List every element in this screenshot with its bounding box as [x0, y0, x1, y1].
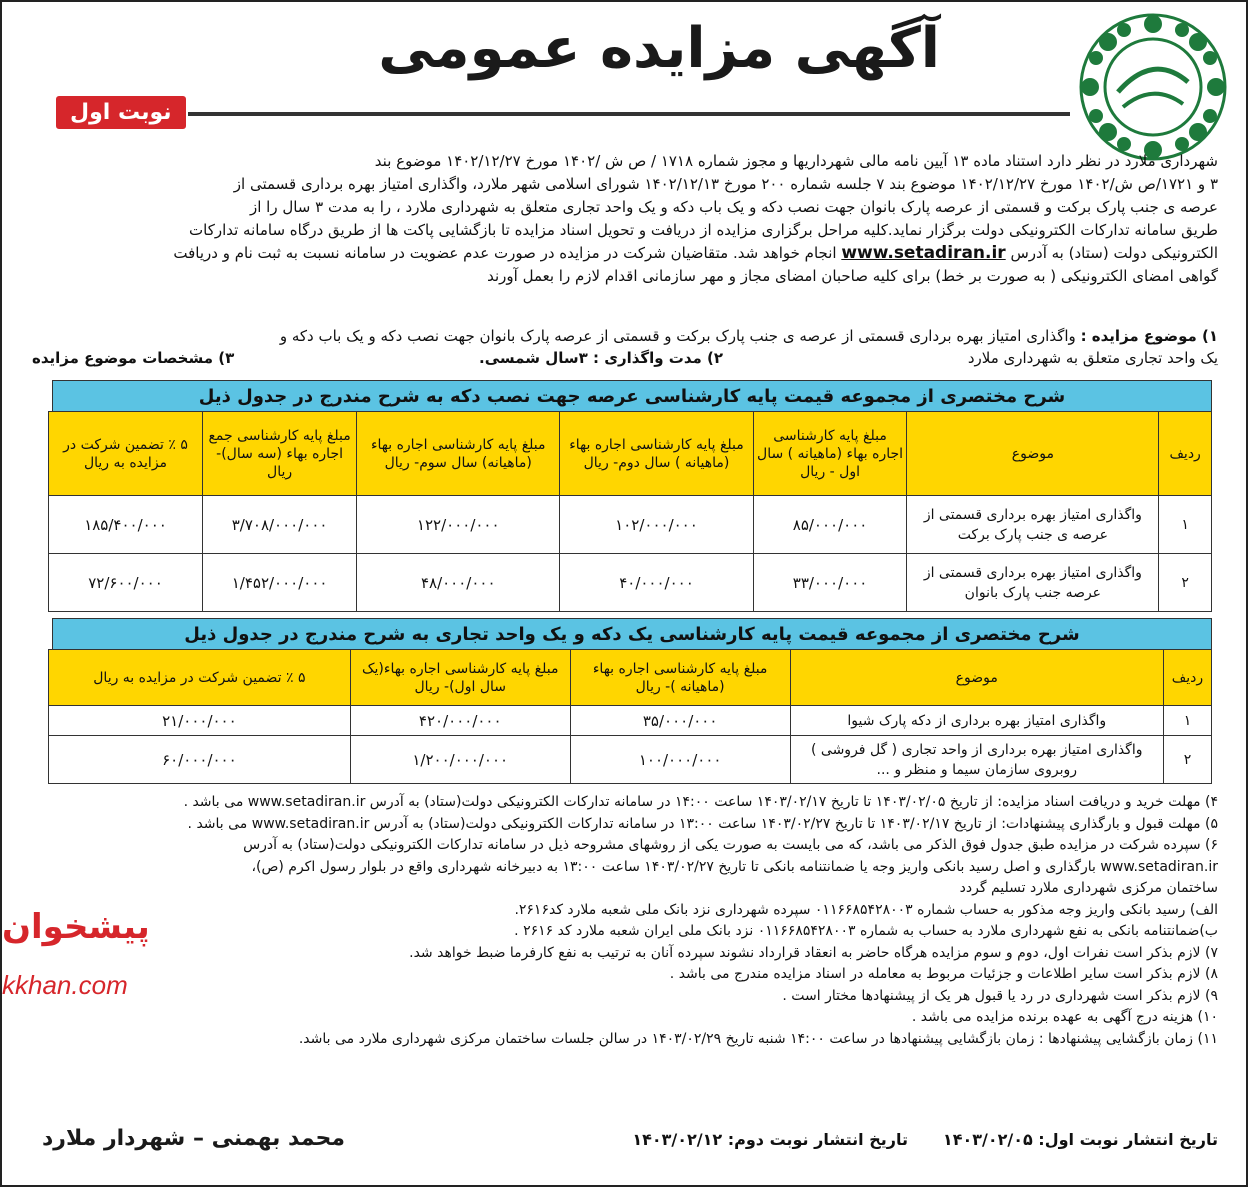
year3-price: ۴۸/۰۰۰/۰۰۰	[357, 554, 560, 612]
specs-heading: ۳) مشخصات موضوع مزایده	[32, 349, 235, 367]
intro-address-label: الکترونیکی دولت (ستاد) به آدرس	[1010, 244, 1218, 262]
second-publish-date: تاریخ انتشار نوبت دوم: ۱۴۰۳/۰۲/۱۲	[632, 1130, 908, 1149]
note-item: ۸) لازم بذکر است سایر اطلاعات و جزئیات مربوط به معامله در اسناد مزایده مندرج می باشد .	[669, 966, 1218, 982]
note-item: ۱۱) زمان بازگشایی پیشنهادها : زمان بازگشایی پیشنهادها در ساعت ۱۴:۰۰ شنبه تاریخ ۱۴۰۳/۰۲/۲۹ در سالن جلسات ساختمان مرکزی شهرداری ملارد می باشد.	[298, 1030, 1218, 1047]
auction-subject	[32, 325, 1218, 369]
monthly-price: ۳۵/۰۰۰/۰۰۰	[570, 706, 790, 736]
note-item: ۷) لازم بذکر است نفرات اول، دوم و سوم مزایده هرگاه حاضر به انعقاد قرارداد نشوند سپرده آنان به ترتیب به نفع کارفرما ضبط خواهد شد.	[409, 944, 1218, 961]
row-index: ۲	[1163, 736, 1211, 784]
monthly-price: ۱۰۰/۰۰۰/۰۰۰	[570, 736, 790, 784]
total-price: ۳/۷۰۸/۰۰۰/۰۰۰	[203, 496, 357, 554]
subject-text: واگذاری امتیاز بهره برداری قسمتی از عرصه ی جنب پارک برکت و قسمتی از عرصه پارک بانوان جهت نصب دکه و یک باب دکه و	[279, 327, 1076, 345]
table1-title: شرح مختصری از مجموعه قیمت پایه کارشناسی عرصه جهت نصب دکه به شرح مندرج در جدول ذیل	[52, 380, 1212, 412]
table1	[48, 411, 1212, 612]
footer	[32, 1126, 1218, 1166]
table1-header: موضوع	[907, 412, 1159, 496]
setadiran-link[interactable]: www.setadiran.ir	[841, 243, 1006, 263]
guarantee: ۲۱/۰۰۰/۰۰۰	[49, 706, 351, 736]
note-item: الف) رسید بانکی واریز وجه مذکور به حساب شماره ۰۱۱۶۶۸۵۴۲۸۰۰۳ سپرده شهرداری نزد بانک ملی شعبه ملارد کد۲۶۱۶.	[514, 901, 1218, 918]
first-round-badge: نوبت اول	[56, 96, 186, 129]
table2	[48, 649, 1212, 784]
table1-header: مبلغ پایه کارشناسی اجاره بهاء (ماهیانه) سال سوم- ریال	[357, 412, 560, 496]
row-subject: واگذاری امتیاز بهره برداری از واحد تجاری ( گل فروشی ) روبروی سازمان سیما و منظر و ...	[790, 736, 1163, 784]
table1-header: ردیف	[1159, 412, 1212, 496]
total-price: ۱/۴۵۲/۰۰۰/۰۰۰	[203, 554, 357, 612]
row-subject: واگذاری امتیاز بهره برداری قسمتی از عرصه ی جنب پارک برکت	[907, 496, 1159, 554]
subject-label: ۱) موضوع مزایده :	[1080, 327, 1218, 345]
row-subject: واگذاری امتیاز بهره برداری قسمتی از عرصه جنب پارک بانوان	[907, 554, 1159, 612]
note-item: ساختمان مرکزی شهرداری ملارد تسلیم گردد	[959, 880, 1218, 896]
intro-paragraph	[32, 150, 1218, 288]
table1-header: مبلغ پایه کارشناسی جمع اجاره بهاء (سه سال)- ریال	[203, 412, 357, 496]
table1-header: مبلغ پایه کارشناسی اجاره بهاء (ماهیانه ) سال اول - ریال	[753, 412, 907, 496]
subject-line-2	[32, 347, 1218, 369]
table-row	[49, 736, 1212, 784]
table-row	[49, 496, 1212, 554]
guarantee: ۷۲/۶۰۰/۰۰۰	[49, 554, 203, 612]
table-row	[49, 554, 1212, 612]
intro-line	[32, 242, 1218, 265]
year3-price: ۱۲۲/۰۰۰/۰۰۰	[357, 496, 560, 554]
intro-line: ۳ و ۱۷۲۱/ص ش/۱۴۰۲ مورخ ۱۴۰۲/۱۲/۲۷ موضوع بند ۷ جلسه شماره ۲۰۰ مورخ ۱۴۰۲/۱۲/۱۳ شورای اسلامی شهر ملارد، واگذاری امتیاز بهره برداری قسمتی از	[233, 175, 1218, 193]
intro-line: گواهی امضای الکترونیکی ( به صورت بر خط) برای کلیه صاحبان امضای مجاز و مهر سازمانی اقدام لازم را بعمل آورند	[487, 267, 1218, 285]
intro-line: طریق سامانه تدارکات الکترونیکی دولت برگزار نماید.کلیه مراحل برگزاری مزایده از دریافت و تحویل اسناد مزایده تا بازگشایی پاکت ها از طریق درگاه سامانه تدارکات	[189, 221, 1218, 239]
mayor-signature: محمد بهمنی – شهردار ملارد	[42, 1126, 345, 1151]
note-item: ۴) مهلت خرید و دریافت اسناد مزایده: از تاریخ ۱۴۰۳/۰۲/۰۵ تا تاریخ ۱۴۰۳/۰۲/۱۷ ساعت ۱۴:۰۰ در سامانه تدارکات الکترونیکی دولت(ستاد) به آدرس www.setadiran.ir می باشد .	[183, 794, 1218, 810]
notes-list	[32, 792, 1218, 1050]
note-item: ۶) سپرده شرکت در مزایده طبق جدول فوق الذکر می باشد، که می بایست به صورت یکی از روشهای مشروحه ذیل در سامانه تدارکات الکترونیکی دولت(ستاد) به آدرس	[243, 837, 1218, 853]
row-index: ۱	[1163, 706, 1211, 736]
table2-header: ۵ ٪ تضمین شرکت در مزایده به ریال	[49, 650, 351, 706]
table-row	[49, 706, 1212, 736]
note-item: www.setadiran.ir بارگذاری و اصل رسید بانکی واریز وجه یا ضمانتنامه بانکی تا تاریخ ۱۴۰۳/۰۲/۲۷ ساعت ۱۳:۰۰ به دبیرخانه شهرداری واقع در بلوار رسول اکرم (ص)،	[251, 858, 1218, 875]
note-item: ۹) لازم بذکر است شهرداری در رد یا قبول هر یک از پیشنهادها مختار است .	[782, 987, 1218, 1004]
first-year-price: ۴۲۰/۰۰۰/۰۰۰	[350, 706, 570, 736]
table2-header: ردیف	[1163, 650, 1211, 706]
year1-price: ۸۵/۰۰۰/۰۰۰	[753, 496, 907, 554]
watermark-fa: پیشخوان	[2, 907, 150, 947]
note-item: ۵) مهلت قبول و بارگذاری پیشنهادات: از تاریخ ۱۴۰۳/۰۲/۱۷ تا تاریخ ۱۴۰۳/۰۲/۲۷ ساعت ۱۳:۰۰ در سامانه تدارکات الکترونیکی دولت(ستاد) به آدرس www.setadiran.ir می باشد .	[187, 815, 1218, 832]
municipality-seal-icon	[1078, 12, 1228, 162]
subject-line	[32, 325, 1218, 347]
title-underline	[188, 112, 1070, 116]
year2-price: ۱۰۲/۰۰۰/۰۰۰	[560, 496, 753, 554]
note-item: ۱۰) هزینه درج آگهی به عهده برنده مزایده می باشد .	[911, 1009, 1218, 1025]
table2-header: مبلغ پایه کارشناسی اجاره بهاء (ماهیانه )- ریال	[570, 650, 790, 706]
notice-title: آگهی مزایده عمومی	[378, 16, 940, 81]
guarantee: ۶۰/۰۰۰/۰۰۰	[49, 736, 351, 784]
row-index: ۱	[1159, 496, 1212, 554]
header	[8, 8, 1240, 128]
watermark-en: kkhan.com	[2, 970, 128, 1000]
year2-price: ۴۰/۰۰۰/۰۰۰	[560, 554, 753, 612]
intro-line: شهرداری ملارد در نظر دارد استناد ماده ۱۳ آیین نامه مالی شهرداریها و مجوز شماره ۱۷۱۸ / ص ش /۱۴۰۲ مورخ ۱۴۰۲/۱۲/۲۷ موضوع بند	[374, 152, 1218, 170]
subject-text-2: یک واحد تجاری متعلق به شهرداری ملارد	[967, 349, 1218, 367]
first-year-price: ۱/۲۰۰/۰۰۰/۰۰۰	[350, 736, 570, 784]
table2-header: موضوع	[790, 650, 1163, 706]
note-item: ب)ضمانتنامه بانکی به نفع شهرداری ملارد به حساب به شماره ۰۱۱۶۶۸۵۴۲۸۰۰۳ نزد بانک ملی ایران شعبه ملارد کد ۲۶۱۶ .	[514, 923, 1218, 939]
guarantee: ۱۸۵/۴۰۰/۰۰۰	[49, 496, 203, 554]
row-index: ۲	[1159, 554, 1212, 612]
table2-title: شرح مختصری از مجموعه قیمت پایه کارشناسی یک دکه و یک واحد تجاری به شرح مندرج در جدول ذیل	[52, 618, 1212, 650]
table1-header: ۵ ٪ تضمین شرکت در مزایده به ریال	[49, 412, 203, 496]
intro-line: عرصه ی جنب پارک برکت و قسمتی از عرصه پارک بانوان جهت نصب دکه و یک باب دکه و یک واحد تجاری متعلق به شهرداری ملارد ، را به مدت ۳ سال را از	[249, 198, 1218, 216]
intro-address-tail: انجام خواهد شد. متقاضیان شرکت در مزایده در صورت عدم عضویت در سامانه نسبت به ثبت نام و دریافت	[173, 244, 837, 262]
row-subject: واگذاری امتیاز بهره برداری از دکه پارک شیوا	[790, 706, 1163, 736]
table1-header: مبلغ پایه کارشناسی اجاره بهاء (ماهیانه ) سال دوم- ریال	[560, 412, 753, 496]
lease-duration: ۲) مدت واگذاری : ۳سال شمسی.	[479, 349, 724, 367]
first-publish-date: تاریخ انتشار نوبت اول: ۱۴۰۳/۰۲/۰۵	[942, 1130, 1218, 1149]
table2-header: مبلغ پایه کارشناسی اجاره بهاء(یک سال اول)- ریال	[350, 650, 570, 706]
year1-price: ۳۳/۰۰۰/۰۰۰	[753, 554, 907, 612]
